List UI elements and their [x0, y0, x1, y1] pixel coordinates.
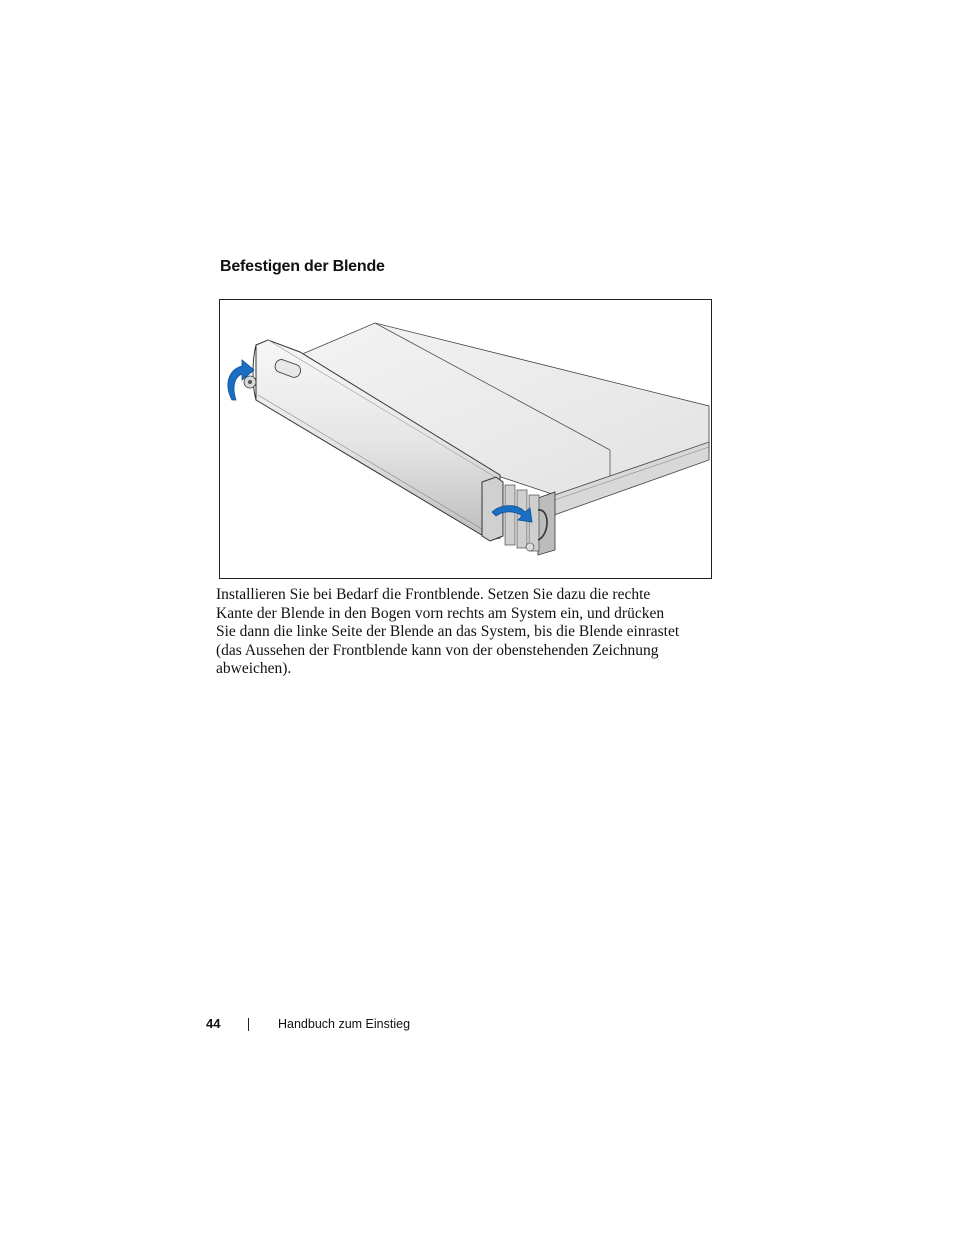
footer-divider — [248, 1018, 249, 1031]
paragraph-line: Installieren Sie bei Bedarf die Frontblende. Setzen Sie dazu die rechte — [216, 586, 651, 603]
page-footer — [0, 1016, 954, 1036]
paragraph-line: (das Aussehen der Frontblende kann von der obenstehenden Zeichnung — [216, 641, 659, 659]
paragraph-line: abweichen). — [216, 660, 292, 678]
bezel-installation-figure — [219, 299, 712, 579]
section-heading: Befestigen der Blende — [220, 258, 385, 275]
paragraph-line: Sie dann die linke Seite der Blende an das System, bis die Blende einrastet — [216, 623, 680, 641]
page-number: 44 — [206, 1016, 221, 1031]
instruction-paragraph — [216, 586, 716, 679]
document-title: Handbuch zum Einstieg — [278, 1017, 411, 1031]
paragraph-line: Kante der Blende in den Bogen vorn rechts am System ein, und drücken — [216, 604, 665, 622]
